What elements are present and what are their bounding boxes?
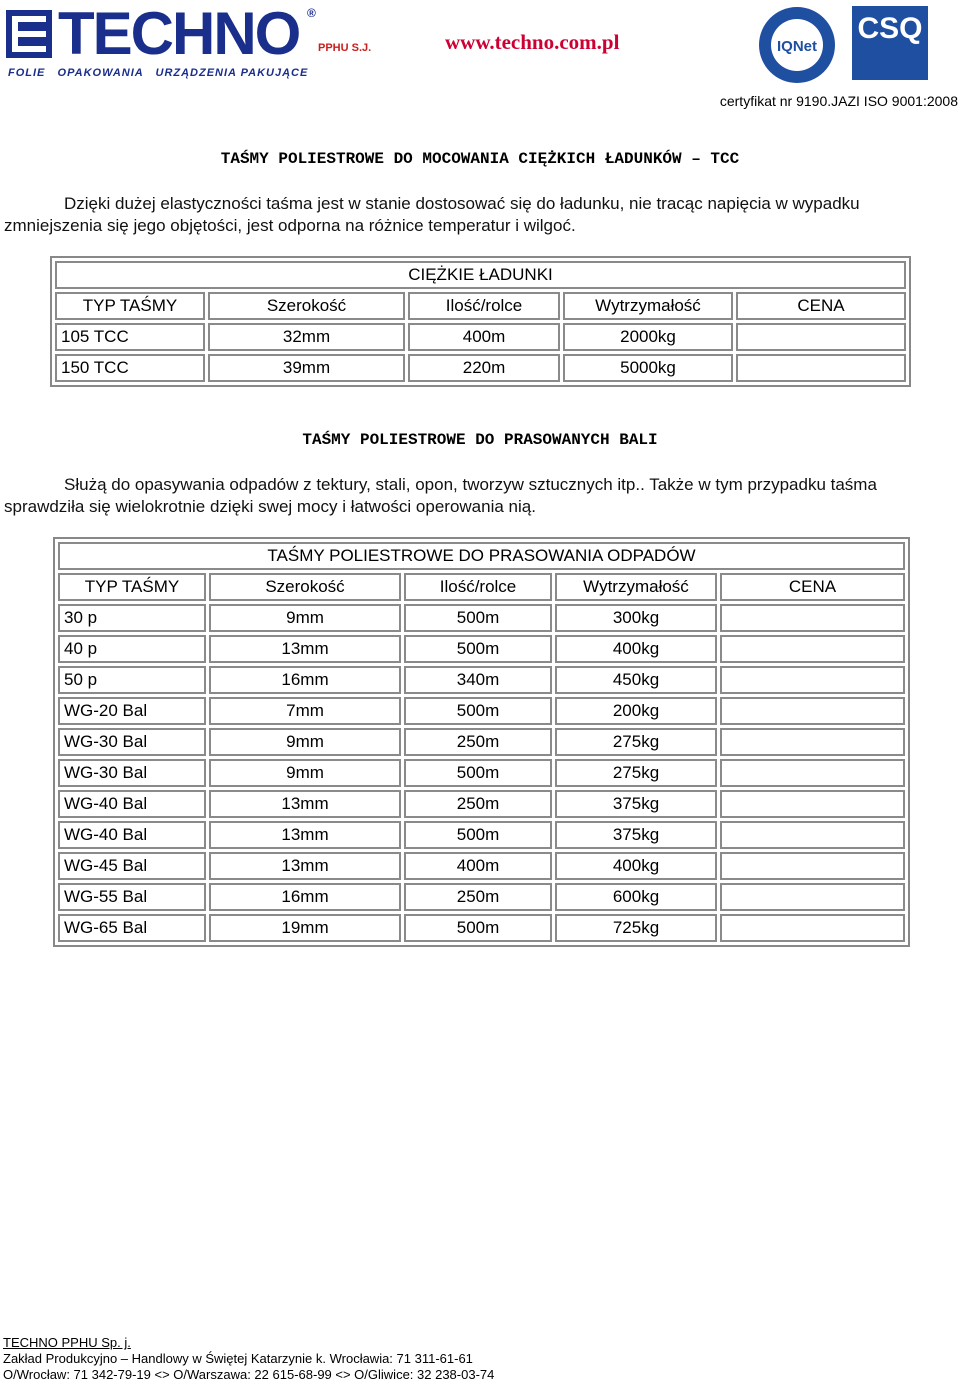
- table-cell: 5000kg: [563, 354, 733, 382]
- table-cell: WG-45 Bal: [58, 852, 206, 880]
- table-cell: 9mm: [209, 728, 401, 756]
- price-cell: [736, 354, 906, 382]
- table-cell: 7mm: [209, 697, 401, 725]
- price-cell: [720, 697, 905, 725]
- table-cell: WG-40 Bal: [58, 790, 206, 818]
- footer-address: Zakład Produkcyjno – Handlowy w Świętej Katarzynie k. Wrocławia: 71 311-61-61: [3, 1351, 473, 1366]
- table-cell: 500m: [404, 697, 552, 725]
- price-cell: [720, 666, 905, 694]
- table-cell: 40 p: [58, 635, 206, 663]
- section2-paragraph-text: Służą do opasywania odpadów z tektury, stali, opon, tworzyw sztucznych itp.. Także w tym przypadku taśma sprawdziła się wielokrotnie dzięki swej mocy i łatwości operowania nią.: [4, 475, 877, 516]
- price-cell: [720, 728, 905, 756]
- table-cell: 32mm: [208, 323, 405, 351]
- table-cell: 250m: [404, 790, 552, 818]
- table-cell: 13mm: [209, 790, 401, 818]
- price-cell: [720, 914, 905, 942]
- company-suffix: PPHU S.J.: [318, 42, 372, 54]
- iqnet-certified-badge-icon: [757, 5, 837, 85]
- table-cell: 300kg: [555, 604, 717, 632]
- table1-header-cell: Ilość/rolce: [408, 292, 560, 320]
- table1-header-cell: TYP TAŚMY: [55, 292, 205, 320]
- table-cell: 13mm: [209, 821, 401, 849]
- footer-company: [3, 1335, 131, 1351]
- price-cell: [720, 790, 905, 818]
- footer-company-name: TECHNO PPHU Sp. j.: [3, 1335, 131, 1350]
- table-cell: 16mm: [209, 666, 401, 694]
- table-cell: WG-20 Bal: [58, 697, 206, 725]
- table-cell: 500m: [404, 635, 552, 663]
- table-row: [58, 635, 905, 663]
- table2-header-cell: CENA: [720, 573, 905, 601]
- table1-header-cell: Wytrzymałość: [563, 292, 733, 320]
- table-cell: 19mm: [209, 914, 401, 942]
- table-cell: 725kg: [555, 914, 717, 942]
- table-row: [58, 728, 905, 756]
- table-cell: 375kg: [555, 821, 717, 849]
- table-cell: 50 p: [58, 666, 206, 694]
- table-cell: 39mm: [208, 354, 405, 382]
- table-row: [55, 323, 906, 351]
- brand-tagline: FOLIE OPAKOWANIA URZĄDZENIA PAKUJĄCE: [8, 67, 309, 79]
- table-cell: 105 TCC: [55, 323, 205, 351]
- table-cell: 500m: [404, 914, 552, 942]
- table-row: [58, 790, 905, 818]
- website-link[interactable]: www.techno.com.pl: [445, 30, 620, 54]
- table-row: [58, 666, 905, 694]
- table1-header-cell: CENA: [736, 292, 906, 320]
- table-cell: 600kg: [555, 883, 717, 911]
- registered-mark: ®: [307, 6, 316, 20]
- csq-text: CSQ: [857, 12, 923, 45]
- table-row: [58, 697, 905, 725]
- table-cell: WG-30 Bal: [58, 759, 206, 787]
- table-row: [58, 604, 905, 632]
- table-cell: 500m: [404, 759, 552, 787]
- table-row: [55, 354, 906, 382]
- table2-header-cell: Ilość/rolce: [404, 573, 552, 601]
- table-cell: 250m: [404, 728, 552, 756]
- table1-header-cell: Szerokość: [208, 292, 405, 320]
- table-row: [58, 914, 905, 942]
- table-cell: WG-55 Bal: [58, 883, 206, 911]
- price-cell: [720, 635, 905, 663]
- price-cell: [720, 604, 905, 632]
- bale-press-table: [53, 537, 910, 947]
- table-cell: 30 p: [58, 604, 206, 632]
- techno-logo-icon: [6, 10, 52, 58]
- table-cell: 400kg: [555, 852, 717, 880]
- table-cell: WG-30 Bal: [58, 728, 206, 756]
- table2-header-cell: Wytrzymałość: [555, 573, 717, 601]
- table2-header-cell: TYP TAŚMY: [58, 573, 206, 601]
- table-cell: WG-40 Bal: [58, 821, 206, 849]
- table-cell: 2000kg: [563, 323, 733, 351]
- table-cell: 275kg: [555, 728, 717, 756]
- price-cell: [720, 852, 905, 880]
- table-cell: 340m: [404, 666, 552, 694]
- section1-paragraph: [4, 193, 954, 237]
- section1-paragraph-text: Dzięki dużej elastyczności taśma jest w stanie dostosować się do ładunku, nie tracąc napięcia w wypadku zmniejszenia się jego objętości, jest odporna na różnice temperatur i wilgoć.: [4, 194, 860, 235]
- table-cell: 16mm: [209, 883, 401, 911]
- table-row: [58, 821, 905, 849]
- table-cell: 400m: [408, 323, 560, 351]
- table-cell: 250m: [404, 883, 552, 911]
- csq-badge: [852, 6, 928, 80]
- certificate-number: certyfikat nr 9190.JAZI ISO 9001:2008: [719, 93, 958, 109]
- table-row: [58, 852, 905, 880]
- heavy-loads-table: [50, 256, 911, 387]
- section2-paragraph: [4, 474, 954, 518]
- section1-title: TAŚMY POLIESTROWE DO MOCOWANIA CIĘŻKICH ŁADUNKÓW – TCC: [220, 150, 740, 168]
- iqnet-badge-text: IQNet: [776, 38, 818, 55]
- table-cell: 220m: [408, 354, 560, 382]
- table-cell: 9mm: [209, 604, 401, 632]
- section2-title: TAŚMY POLIESTROWE DO PRASOWANYCH BALI: [302, 431, 658, 449]
- table-cell: 13mm: [209, 635, 401, 663]
- table1-caption: CIĘŻKIE ŁADUNKI: [55, 261, 906, 289]
- table-cell: 450kg: [555, 666, 717, 694]
- table-cell: 9mm: [209, 759, 401, 787]
- footer-branches: O/Wrocław: 71 342-79-19 <> O/Warszawa: 22 615-68-99 <> O/Gliwice: 32 238-03-74: [3, 1367, 495, 1382]
- table-cell: 400m: [404, 852, 552, 880]
- table2-header-cell: Szerokość: [209, 573, 401, 601]
- table1-header-row: [55, 292, 906, 320]
- table2-header-row: [58, 573, 905, 601]
- price-cell: [720, 883, 905, 911]
- table-cell: 500m: [404, 821, 552, 849]
- table-cell: 400kg: [555, 635, 717, 663]
- table-cell: 13mm: [209, 852, 401, 880]
- table-cell: WG-65 Bal: [58, 914, 206, 942]
- table-cell: 200kg: [555, 697, 717, 725]
- table-row: [58, 759, 905, 787]
- table2-caption: TAŚMY POLIESTROWE DO PRASOWANIA ODPADÓW: [58, 542, 905, 570]
- table-cell: 375kg: [555, 790, 717, 818]
- price-cell: [720, 759, 905, 787]
- brand-name: TECHNO: [58, 0, 300, 67]
- price-cell: [720, 821, 905, 849]
- table-cell: 275kg: [555, 759, 717, 787]
- table-row: [58, 883, 905, 911]
- table-cell: 150 TCC: [55, 354, 205, 382]
- table-cell: 500m: [404, 604, 552, 632]
- price-cell: [736, 323, 906, 351]
